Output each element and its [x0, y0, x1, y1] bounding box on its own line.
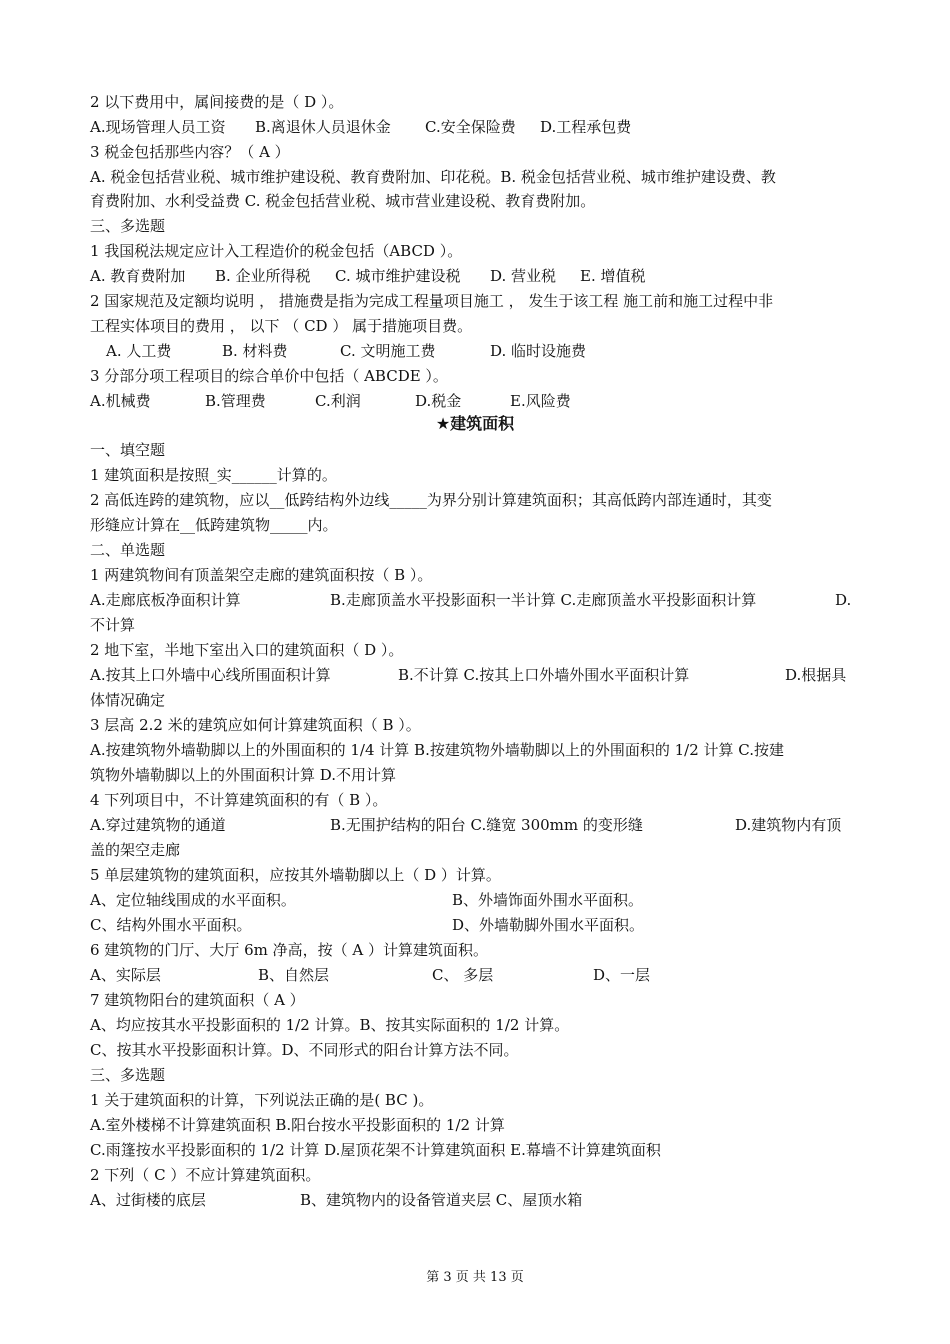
question-text: 6 建筑物的门厅、大厅 6m 净高，按（ A ）计算建筑面积。: [90, 941, 488, 959]
option-c: C、 多层: [432, 966, 494, 984]
question-text: 1 两建筑物间有顶盖架空走廊的建筑面积按（ B ）。: [90, 566, 433, 584]
fill-heading: [90, 438, 870, 462]
single-question-3-options: [90, 738, 870, 762]
options-line: 育费附加、水利受益费 C. 税金包括营业税、城市营业建设税、教育费附加。: [90, 192, 596, 210]
option-b: B、外墙饰面外围水平面积。: [452, 891, 644, 909]
option-bc: B.走廊顶盖水平投影面积一半计算 C.走廊顶盖水平投影面积计算: [330, 591, 757, 609]
single-question-6: [90, 938, 870, 962]
option-d: D. 临时设施费: [490, 342, 587, 360]
multi-question-1: [90, 1088, 870, 1112]
option-b: B、自然层: [258, 966, 330, 984]
single-question-4-options-cont: [90, 838, 870, 862]
option-a: A. 教育费附加: [90, 267, 186, 285]
option-a: A.机械费: [90, 392, 151, 410]
single-question-7-options-cont: [90, 1038, 870, 1062]
option-d: D、外墙勒脚外围水平面积。: [452, 916, 645, 934]
single-question-2-options: [90, 663, 870, 687]
multi-question-2: [90, 1163, 870, 1187]
page-number-footer: 第 3 页 共 13 页: [426, 1270, 524, 1285]
option-d-cont: 盖的架空走廊: [90, 841, 181, 859]
single-question-3-options-cont: [90, 763, 870, 787]
option-d: D.根据具: [785, 666, 847, 684]
question-text: 1 建筑面积是按照_实______计算的。: [90, 466, 337, 484]
question-2: [90, 90, 870, 114]
option-a: A.按其上口外墙中心线所围面积计算: [90, 666, 331, 684]
option-a: A、过街楼的底层: [90, 1191, 206, 1209]
single-question-5: [90, 863, 870, 887]
fill-question-1: [90, 463, 870, 487]
multi-question-2-cont: [90, 314, 870, 338]
question-text: 形缝应计算在__低跨建筑物_____内。: [90, 516, 338, 534]
single-question-1: [90, 563, 870, 587]
options-line: A. 税金包括营业税、城市维护建设税、教育费附加、印花税。B. 税金包括营业税、城市维护建设费、教: [90, 168, 776, 186]
option-bc: B、建筑物内的设备管道夹层 C、屋顶水箱: [300, 1191, 583, 1209]
option-c: C. 文明施工费: [340, 342, 436, 360]
multi-question-1: [90, 239, 870, 263]
heading-text: 三、多选题: [90, 1066, 166, 1084]
option-a: A、实际层: [90, 966, 161, 984]
multi-question-1-options: [90, 264, 870, 288]
question-text: 3 分部分项工程项目的综合单价中包括（ ABCDE ）。: [90, 367, 448, 385]
options-line: 筑物外墙勒脚以上的外围面积计算 D.不用计算: [90, 766, 397, 784]
multi-question-1-options: [90, 1113, 870, 1137]
options-line: A.室外楼梯不计算建筑面积 B.阳台按水平投影面积的 1/2 计算: [90, 1116, 505, 1134]
question-text: 3 税金包括那些内容？（ A ）: [90, 143, 290, 161]
option-a: A. 人工费: [106, 342, 172, 360]
single-question-7-options: [90, 1013, 870, 1037]
question-3: [90, 140, 870, 164]
single-question-2-options-cont: [90, 688, 870, 712]
single-heading: [90, 538, 870, 562]
option-d: D.工程承包费: [540, 118, 632, 136]
option-d: D.: [835, 591, 852, 609]
options-line: C、按其水平投影面积计算。D、不同形式的阳台计算方法不同。: [90, 1041, 519, 1059]
option-bc: B.不计算 C.按其上口外墙外围水平面积计算: [398, 666, 690, 684]
option-c: C. 城市维护建设税: [335, 267, 461, 285]
multi-question-3: [90, 364, 870, 388]
single-question-1-options-cont: [90, 613, 870, 637]
question-text: 2 以下费用中，属间接费的是（ D ）。: [90, 93, 344, 111]
question-text: 2 下列（ C ）不应计算建筑面积。: [90, 1166, 321, 1184]
question-2-options: [90, 115, 870, 139]
option-a: A.穿过建筑物的通道: [90, 816, 226, 834]
option-d: D. 营业税: [490, 267, 557, 285]
multi-question-1-options-cont: [90, 1138, 870, 1162]
single-question-4: [90, 788, 870, 812]
heading-text: 一、填空题: [90, 441, 166, 459]
options-line: A.按建筑物外墙勒脚以上的外围面积的 1/4 计算 B.按建筑物外墙勒脚以上的外围面积的 1/2 计算 C.按建: [90, 741, 784, 759]
multi-question-2-options: [90, 339, 870, 363]
question-text: 2 地下室，半地下室出入口的建筑面积（ D ）。: [90, 641, 404, 659]
option-b: B.离退休人员退休金: [255, 118, 391, 136]
multi-question-2: [90, 289, 870, 313]
multi-question-2-options: [90, 1188, 870, 1212]
question-text: 2 高低连跨的建筑物，应以__低跨结构外边线_____为界分别计算建筑面积；其高低跨内部连通时，其变: [90, 491, 772, 509]
option-d: D、一层: [593, 966, 651, 984]
single-question-1-options: [90, 588, 870, 612]
single-question-4-options: [90, 813, 870, 837]
options-line: A、均应按其水平投影面积的 1/2 计算。B、按其实际面积的 1/2 计算。: [90, 1016, 570, 1034]
option-a: A.现场管理人员工资: [90, 118, 226, 136]
option-c: C.安全保险费: [425, 118, 516, 136]
options-line: C.雨篷按水平投影面积的 1/2 计算 D.屋顶花架不计算建筑面积 E.幕墙不计算建筑面积: [90, 1141, 661, 1159]
multi-question-3-options: [90, 389, 870, 413]
option-bc: B.无围护结构的阳台 C.缝宽 300mm 的变形缝: [330, 816, 643, 834]
single-question-6-options: [90, 963, 870, 987]
option-e: E.风险费: [510, 392, 571, 410]
question-text: 1 关于建筑面积的计算，下列说法正确的是( BC )。: [90, 1091, 434, 1109]
section-title: ★建筑面积: [435, 414, 515, 433]
option-c: C、结构外围水平面积。: [90, 916, 252, 934]
multi-heading: [90, 1063, 870, 1087]
question-text: 5 单层建筑物的建筑面积，应按其外墙勒脚以上（ D ）计算。: [90, 866, 501, 884]
question-text: 4 下列项目中，不计算建筑面积的有（ B ）。: [90, 791, 388, 809]
option-b: B. 企业所得税: [215, 267, 311, 285]
option-d: D.建筑物内有顶: [735, 816, 842, 834]
single-question-5-options-cd: [90, 913, 870, 937]
section-heading: [90, 214, 870, 238]
option-e: E. 增值税: [580, 267, 646, 285]
question-text: 1 我国税法规定应计入工程造价的税金包括（ABCD ）。: [90, 242, 463, 260]
question-text: 2 国家规范及定额均说明 ， 措施费是指为完成工程量项目施工 ， 发生于该工程 施工前和施工过程中非: [90, 292, 774, 310]
single-question-7: [90, 988, 870, 1012]
option-d-cont: 体情况确定: [90, 691, 166, 709]
option-a: A.走廊底板净面积计算: [90, 591, 241, 609]
option-d-cont: 不计算: [90, 616, 136, 634]
option-d: D.税金: [415, 392, 462, 410]
question-text: 3 层高 2.2 米的建筑应如何计算建筑面积（ B ）。: [90, 716, 421, 734]
option-c: C.利润: [315, 392, 361, 410]
fill-question-2-cont: [90, 513, 870, 537]
heading-text: 三、多选题: [90, 217, 166, 235]
single-question-5-options-ab: [90, 888, 870, 912]
heading-text: 二、单选题: [90, 541, 166, 559]
question-text: 7 建筑物阳台的建筑面积（ A ）: [90, 991, 305, 1009]
single-question-2: [90, 638, 870, 662]
fill-question-2: [90, 488, 870, 512]
option-b: B.管理费: [205, 392, 266, 410]
single-question-3: [90, 713, 870, 737]
question-3-options: [90, 165, 870, 189]
question-text: 工程实体项目的费用 ， 以下 （ CD ） 属于措施项目费。: [90, 317, 473, 335]
option-a: A、定位轴线围成的水平面积。: [90, 891, 296, 909]
option-b: B. 材料费: [222, 342, 288, 360]
question-3-options-cont: [90, 189, 870, 213]
